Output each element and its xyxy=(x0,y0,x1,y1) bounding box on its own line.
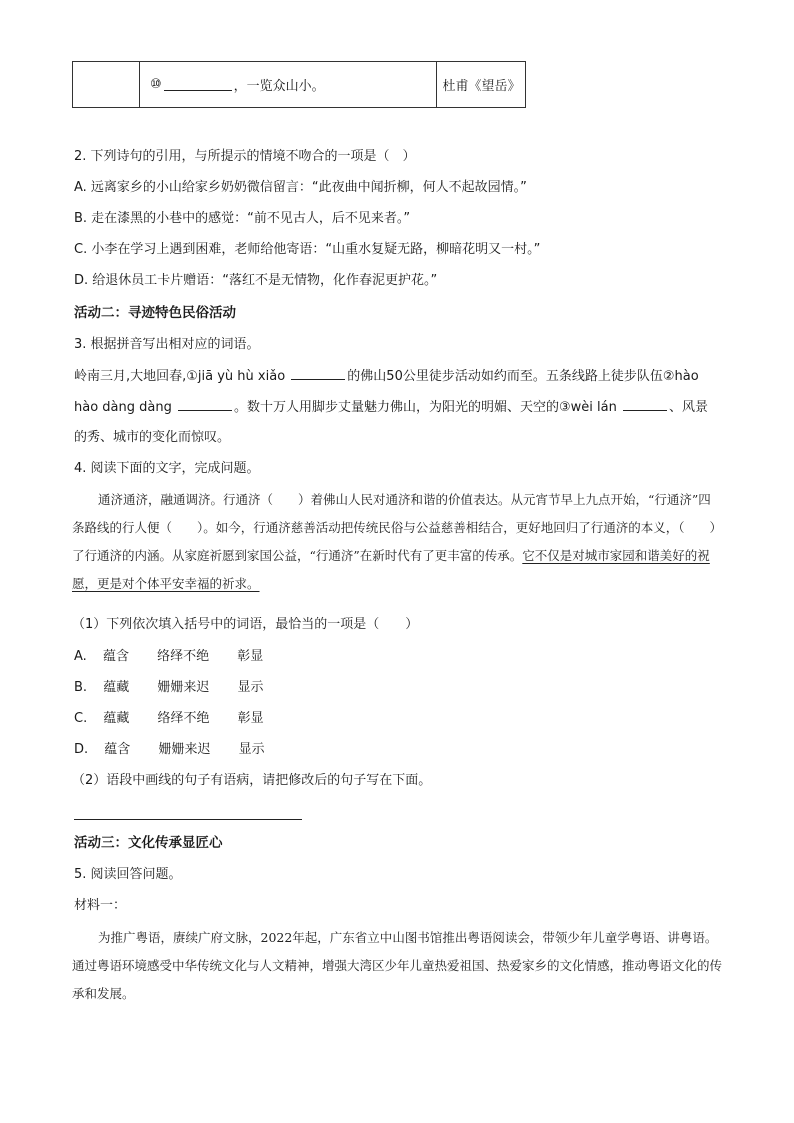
table-cell-verse xyxy=(140,62,437,107)
q4-option-c xyxy=(74,710,264,728)
q2-option-c: C. 小李在学习上遇到困难，老师给他寄语：“山重水复疑无路，柳暗花明又一村。” xyxy=(74,242,541,257)
q2-option-d: D. 给退休员工卡片赠语：“落红不是无情物，化作春泥更护花。” xyxy=(74,273,438,288)
verse-text: ，一览众山小。 xyxy=(233,79,325,94)
option-word: 显示 xyxy=(237,680,264,695)
verse-number: ⑩ xyxy=(150,77,162,92)
option-letter: C. xyxy=(74,711,88,726)
q3-text: 岭南三月,大地回春,①jiā yù hù xiǎo xyxy=(74,369,286,384)
q3-text: 。数十万人用脚步丈量魅力佛山，为阳光的明媚、天空的③wèi lán xyxy=(233,400,617,415)
q3-text: 的佛山50公里徒步活动如约而至。五条线路上徒步队伍②hào xyxy=(347,369,699,384)
option-word: 显示 xyxy=(238,742,265,757)
option-word: 姗姗来迟 xyxy=(157,680,210,695)
table-cell-source: 杜甫《望岳》 xyxy=(442,79,521,94)
option-letter: D. xyxy=(74,742,89,757)
option-word: 蕴藏 xyxy=(103,680,130,695)
q3-text: 、风景 xyxy=(668,400,708,415)
q4-passage xyxy=(72,486,722,598)
activity2-title: 活动二：寻迹特色民俗活动 xyxy=(74,305,236,321)
option-word: 蕴含 xyxy=(102,649,129,664)
q4-option-d xyxy=(74,741,265,759)
q3-line1 xyxy=(74,367,699,386)
q2-stem: 2. 下列诗句的引用，与所提示的情境不吻合的一项是（ ） xyxy=(74,149,416,164)
q4-passage-text: 通济通济，融通调济。行通济（ ）着佛山人民对通济和谐的价值表达。从元宵节早上九点开始，“行通济”四条路线的行人便（ ）。如今，行通济慈善活动把传统民俗与公益慈善相结合，更好地回归了行通济的本义，（ ）了行通济的内涵。从家庭祈愿到家国公益，“行通济”在新时代有了更丰富的传承。 xyxy=(72,492,723,563)
option-word: 络绎不绝 xyxy=(157,711,210,726)
option-word: 蕴藏 xyxy=(103,711,130,726)
q5-material-label: 材料一： xyxy=(74,898,127,913)
q5-stem: 5. 阅读回答问题。 xyxy=(74,867,182,882)
q4-sub1: （1）下列依次填入括号中的词语，最恰当的一项是（ ） xyxy=(72,617,419,632)
q3-blank-2[interactable] xyxy=(178,398,232,411)
verse-blank[interactable] xyxy=(164,78,232,91)
q4-underlined-sentence: 它不仅是对城市家园和谐美好的祝愿，更是对个体平安幸福的祈求。 xyxy=(72,548,710,591)
option-letter: A. xyxy=(74,649,87,664)
q3-text: hào dàng dàng xyxy=(74,400,172,415)
activity3-title: 活动三：文化传承显匠心 xyxy=(74,835,223,851)
option-word: 彰显 xyxy=(237,711,264,726)
option-word: 姗姗来迟 xyxy=(158,742,211,757)
table-cell-empty xyxy=(73,62,140,107)
q3-blank-1[interactable] xyxy=(291,367,345,380)
option-letter: B. xyxy=(74,680,88,695)
q3-stem: 3. 根据拼音写出相对应的词语。 xyxy=(74,337,260,352)
q3-line2 xyxy=(74,398,708,417)
poem-table-row xyxy=(72,61,526,108)
q4-stem: 4. 阅读下面的文字，完成问题。 xyxy=(74,461,260,476)
q5-material-text: 为推广粤语，赓续广府文脉，2022年起，广东省立中山图书馆推出粤语阅读会，带领少年儿童学粤语、讲粤语。通过粤语环境感受中华传统文化与人文精神，增强大湾区少年儿童热爱祖国、热爱家乡的文化情感，推动粤语文化的传承和发展。 xyxy=(72,930,723,1001)
q3-line3: 的秀、城市的变化而惊叹。 xyxy=(74,430,231,445)
option-word: 络绎不绝 xyxy=(157,649,210,664)
q4-sub2: （2）语段中画线的句子有语病，请把修改后的句子写在下面。 xyxy=(72,773,432,788)
q2-option-b: B. 走在漆黑的小巷中的感觉：“前不见古人，后不见来者。” xyxy=(74,211,411,226)
q2-option-a: A. 远离家乡的小山给家乡奶奶微信留言：“此夜曲中闻折柳，何人不起故园情。” xyxy=(74,180,527,195)
q4-option-b xyxy=(74,679,264,697)
q3-blank-3[interactable] xyxy=(623,398,667,411)
option-word: 蕴含 xyxy=(104,742,131,757)
q4-option-a xyxy=(74,648,263,666)
answer-line[interactable] xyxy=(74,819,302,820)
option-word: 彰显 xyxy=(237,649,264,664)
